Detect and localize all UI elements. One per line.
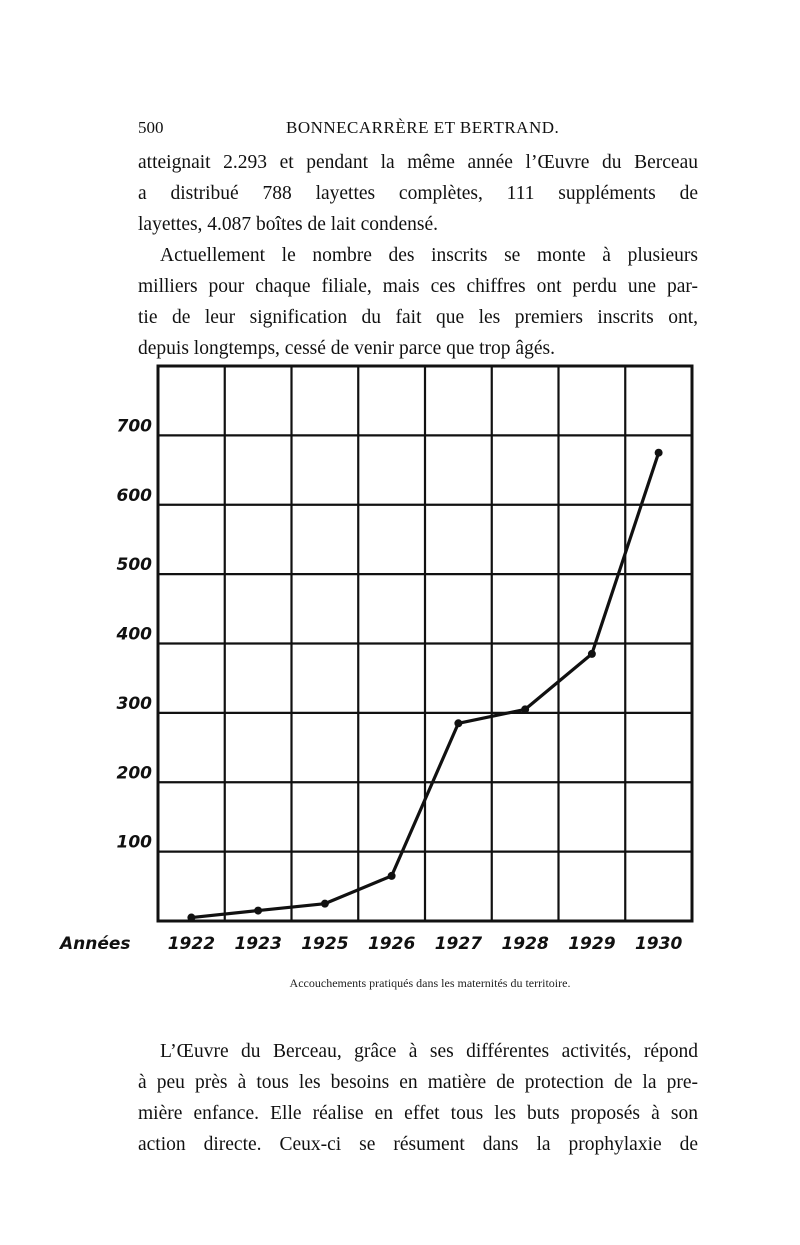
text-line: à peu près à tous les besoins en matière de protection de la pre- [138,1072,698,1093]
data-point [187,914,195,922]
chart-grid [158,366,692,921]
x-tick-label: 1930 [634,934,683,954]
x-axis-ticks [168,934,683,954]
paragraph-bottom [138,1036,698,1160]
x-tick-label: 1922 [167,934,216,954]
y-tick-label: 400 [116,624,152,645]
text-line: tie de leur signification du fait que les premiers inscrits ont, [138,307,698,328]
x-tick-label: 1929 [568,934,616,954]
text-line: a distribué 788 layettes complètes, 111 suppléments de [138,183,698,204]
y-tick-label: 700 [116,416,152,437]
y-tick-label: 200 [116,763,152,784]
x-tick-label: 1925 [301,934,349,954]
paragraph-top [138,147,698,364]
data-point [388,872,396,880]
chart-caption: Accouchements pratiqués dans les maternités du territoire. [289,976,571,990]
x-tick-label: 1926 [367,934,416,954]
running-title: BONNECARRÈRE ET BERTRAND. [286,118,560,137]
data-point [321,900,329,908]
text-line: mière enfance. Elle réalise en effet tous les buts proposés à son [138,1103,698,1124]
text-line: milliers pour chaque filiale, mais ces chiffres ont perdu une par- [138,276,698,297]
line-chart [0,350,800,1010]
y-tick-label: 500 [116,555,152,576]
page-number: 500 [138,118,164,137]
x-tick-label: 1923 [234,934,282,954]
text-line: Actuellement le nombre des inscrits se monte à plusieurs [160,245,698,266]
data-point [588,650,596,658]
data-point [655,449,663,457]
y-tick-label: 600 [116,485,152,506]
text-line: L’Œuvre du Berceau, grâce à ses différentes activités, répond [160,1041,698,1062]
text-line: layettes, 4.087 boîtes de lait condensé. [138,214,439,235]
x-axis-label: Années [60,934,131,954]
data-point [521,705,529,713]
y-tick-label: 300 [116,693,152,714]
data-point [254,907,262,915]
y-tick-label: 100 [116,832,152,853]
text-line: action directe. Ceux-ci se résument dans la prophylaxie de [138,1134,698,1155]
y-axis-ticks [116,416,153,852]
text-line: atteignait 2.293 et pendant la même année l’Œuvre du Berceau [138,152,698,173]
x-tick-label: 1927 [434,934,483,954]
data-point [454,719,462,727]
page-header [138,118,698,142]
text-line: depuis longtemps, cessé de venir parce que trop âgés. [138,338,555,359]
x-tick-label: 1928 [501,934,549,954]
